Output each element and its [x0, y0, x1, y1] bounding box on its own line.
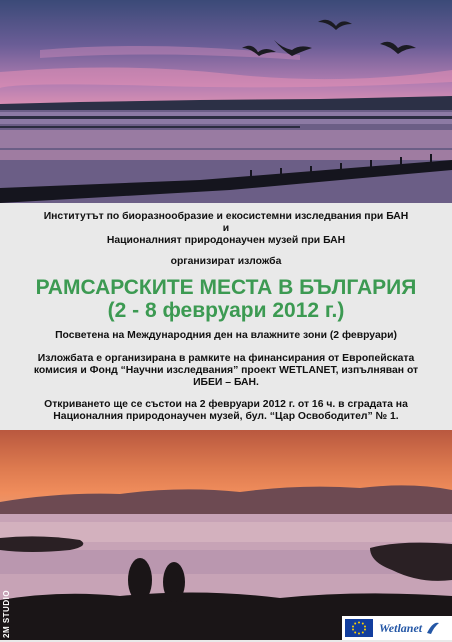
funding-text-line-1: Изложбата е организирана в рамките на финансирания от Европейската: [37, 353, 415, 364]
dedication-text: Посветена на Международния ден на влажните зони (2 февруари): [55, 330, 397, 341]
bottom-photo-scene: [0, 430, 452, 640]
bottom-photo-sunset-lake: [0, 430, 452, 640]
studio-credit: 2M STUDIO: [2, 589, 11, 638]
partner-logos: [342, 616, 452, 640]
organizer-museum: Националният природонаучен музей при БАН: [106, 235, 346, 246]
funding-text-line-2: комисия и Фонд “Научни изследвания” проект WETLANET, изпълняван от: [33, 365, 419, 376]
exhibition-dates: (2 - 8 февруари 2012 г.): [107, 299, 345, 322]
eu-flag-icon: [345, 619, 373, 637]
announcement-text-block: [0, 203, 452, 430]
wave-logo-icon: [425, 619, 441, 637]
organizer-institute: Институтът по биоразнообразие и екосистемни изследвания при БАН: [43, 211, 409, 222]
top-photo-scene: [0, 0, 452, 203]
opening-text-line-2: Националния природонаучен музей, бул. “Цар Освободител” № 1.: [53, 411, 399, 422]
organizer-and: и: [222, 223, 230, 234]
funding-text-line-3: ИБЕИ – БАН.: [193, 377, 259, 388]
wetlanet-logo-text: Wetlanet: [379, 620, 423, 635]
birds-silhouettes: [242, 20, 416, 56]
exhibition-title: РАМСАРСКИТЕ МЕСТА В БЪЛГАРИЯ: [35, 276, 417, 299]
top-photo-sunset-lagoon: [0, 0, 452, 203]
organize-exhibition: организират изложба: [170, 256, 282, 267]
opening-text-line-1: Откриването ще се състои на 2 февруари 2012 г. от 16 ч. в сградата на: [44, 399, 408, 410]
